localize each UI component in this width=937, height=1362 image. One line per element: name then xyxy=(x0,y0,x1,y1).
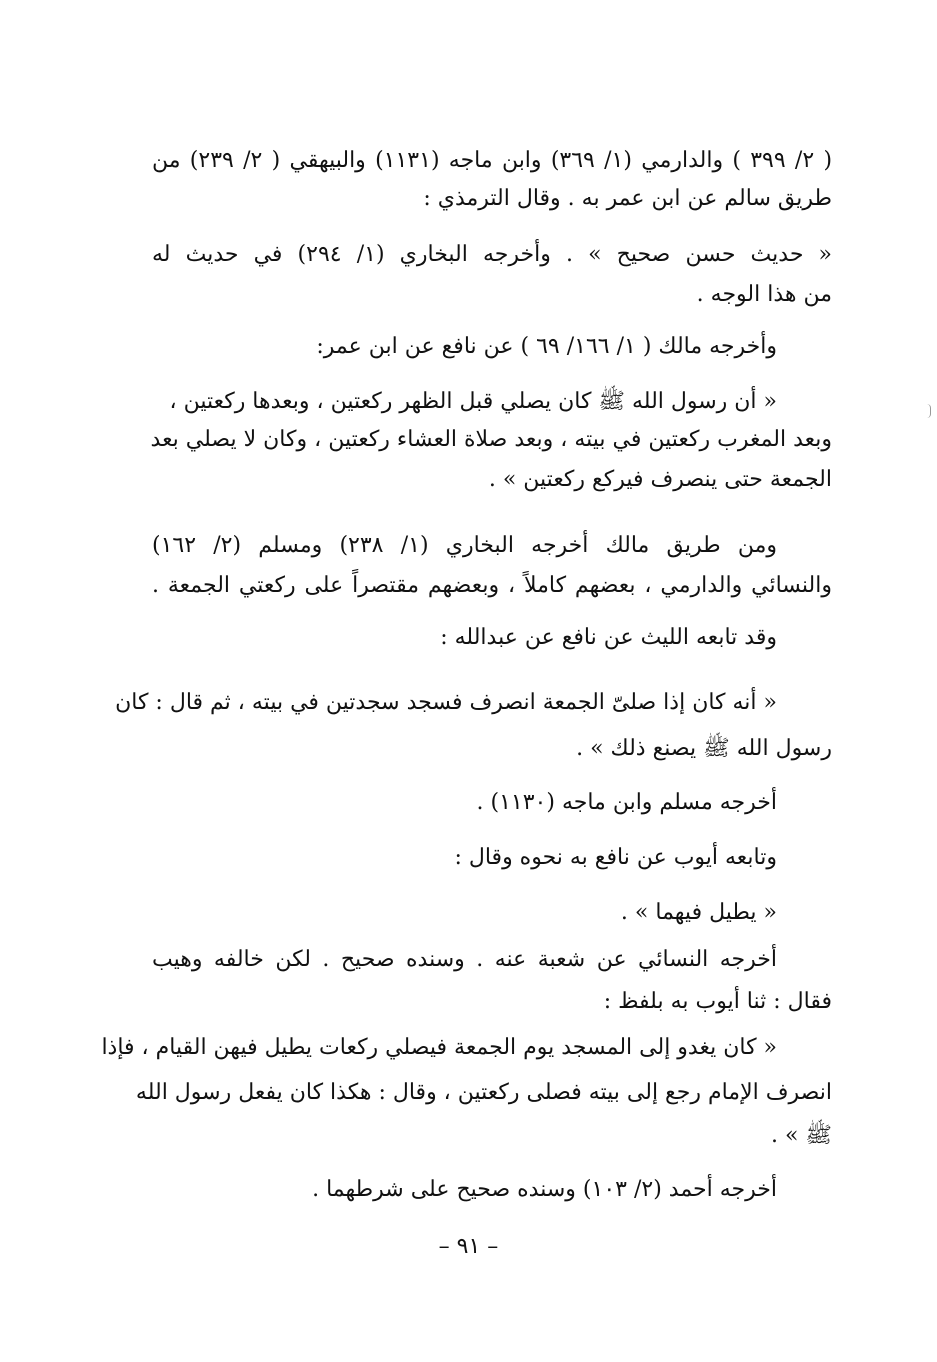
text-line-10: والنسائي والدارمي ، بعضهم كاملاً ، وبعضهم مقتصراً على ركعتي الجمعة . xyxy=(152,573,832,598)
text-line-22: أخرجه أحمد (٢/ ١٠٣) وسنده صحيح على شرطهما . xyxy=(312,1177,777,1202)
text-line-6: « أن رسول الله ﷺ كان يصلي قبل الظهر ركعتين ، وبعدها ركعتين ، xyxy=(169,389,777,414)
text-line-14: أخرجه مسلم وابن ماجه (١١٣٠) . xyxy=(476,790,777,815)
text-line-4: من هذا الوجه . xyxy=(696,282,832,307)
text-line-9: ومن طريق مالك أخرجه البخاري (١/ ٢٣٨) ومسلم (٢/ ١٦٢) xyxy=(152,533,778,558)
text-line-20: انصرف الإمام رجع إلى بيته فصلى ركعتين ، وقال : هكذا كان يفعل رسول الله xyxy=(135,1080,832,1105)
text-line-16: « يطيل فيهما » . xyxy=(620,900,777,925)
text-line-17: أخرجه النسائي عن شعبة عنه . وسنده صحيح . لكن خالفه وهيب xyxy=(152,947,777,972)
text-line-15: وتابعه أيوب عن نافع به نحوه وقال : xyxy=(454,845,777,870)
page-edge-mark xyxy=(927,404,931,418)
text-line-5: وأخرجه مالك ( ١/ ١٦٦/ ٦٩ ) عن نافع عن ابن عمر: xyxy=(316,334,777,359)
text-line-18: فقال : ثنا أيوب به بلفظ : xyxy=(603,989,832,1014)
text-line-21: ﷺ » . xyxy=(770,1123,832,1148)
text-line-12: « أنه كان إذا صلىّ الجمعة انصرف فسجد سجدتين في بيته ، ثم قال : كان xyxy=(115,690,777,715)
text-line-11: وقد تابعه الليث عن نافع عن عبدالله : xyxy=(440,625,777,650)
page-number: – ٩١ – xyxy=(438,1234,499,1259)
text-line-3: « حديث حسن صحيح » . وأخرجه البخاري (١/ ٢٩٤) في حديث له xyxy=(152,242,832,267)
text-line-1: ( ٢/ ٣٩٩ ) والدارمي (١/ ٣٦٩) وابن ماجه (١١٣١) والبيهقي ( ٢/ ٢٣٩) من xyxy=(152,148,833,173)
text-line-2: طريق سالم عن ابن عمر به . وقال الترمذي : xyxy=(423,186,832,211)
text-line-7: وبعد المغرب ركعتين في بيته ، وبعد صلاة العشاء ركعتين ، وكان لا يصلي بعد xyxy=(150,427,832,452)
text-line-8: الجمعة حتى ينصرف فيركع ركعتين » . xyxy=(488,467,832,492)
text-line-13: رسول الله ﷺ يصنع ذلك » . xyxy=(576,736,832,761)
text-line-19: « كان يغدو إلى المسجد يوم الجمعة فيصلي ركعات يطيل فيهن القيام ، فإذا xyxy=(101,1035,777,1060)
